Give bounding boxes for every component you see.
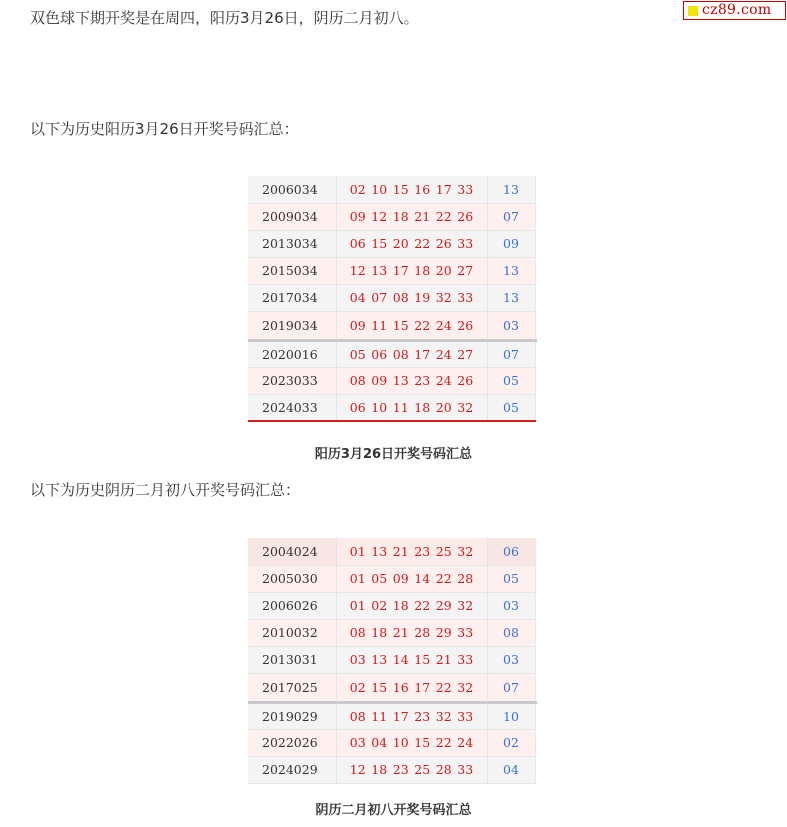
red-ball-number: 15 bbox=[414, 735, 431, 750]
red-ball-number: 03 bbox=[349, 652, 366, 667]
blue-ball-number: 08 bbox=[487, 619, 535, 646]
red-ball-number: 18 bbox=[414, 263, 431, 278]
red-ball-number: 18 bbox=[371, 762, 388, 777]
red-ball-number: 21 bbox=[392, 543, 409, 559]
red-ball-number: 10 bbox=[392, 735, 409, 750]
red-ball-number: 33 bbox=[457, 762, 474, 777]
red-ball-number: 19 bbox=[414, 290, 431, 305]
table-row bbox=[248, 176, 537, 203]
table-edge bbox=[535, 257, 537, 284]
red-ball-number: 09 bbox=[349, 317, 366, 333]
red-ball-number: 15 bbox=[392, 181, 409, 197]
section1-caption: 阳历3月26日开奖号码汇总 bbox=[314, 447, 473, 462]
red-ball-number: 22 bbox=[435, 209, 452, 224]
issue-number: 2013034 bbox=[248, 230, 336, 257]
red-ball-number: 18 bbox=[392, 209, 409, 224]
red-ball-number: 23 bbox=[392, 762, 409, 777]
red-balls bbox=[336, 702, 487, 729]
red-ball-number: 07 bbox=[371, 290, 388, 305]
lunar-date-draws-table bbox=[248, 538, 537, 784]
table-row bbox=[248, 673, 537, 702]
red-ball-number: 17 bbox=[414, 679, 431, 695]
red-balls bbox=[336, 619, 487, 646]
blue-ball-number: 03 bbox=[487, 646, 535, 673]
issue-number: 2017025 bbox=[248, 673, 336, 702]
red-ball-number: 33 bbox=[457, 708, 474, 724]
red-ball-number: 29 bbox=[435, 598, 452, 613]
red-ball-number: 24 bbox=[435, 317, 452, 333]
solar-date-draws-table bbox=[248, 176, 537, 422]
red-balls bbox=[336, 538, 487, 565]
table-edge bbox=[535, 176, 537, 203]
red-ball-number: 13 bbox=[371, 263, 388, 278]
red-ball-number: 26 bbox=[457, 209, 474, 224]
table-row bbox=[248, 311, 537, 340]
logo-text: cz89.com bbox=[702, 2, 772, 18]
site-logo[interactable] bbox=[683, 1, 786, 20]
red-ball-number: 21 bbox=[392, 625, 409, 640]
table-row bbox=[248, 538, 537, 565]
blue-ball-number: 09 bbox=[487, 230, 535, 257]
blue-ball-number: 10 bbox=[487, 702, 535, 729]
red-ball-number: 11 bbox=[371, 317, 388, 333]
table-edge bbox=[535, 394, 537, 421]
blue-ball-number: 02 bbox=[487, 729, 535, 756]
blue-ball-number: 03 bbox=[487, 311, 535, 340]
table-edge bbox=[535, 565, 537, 592]
red-ball-number: 15 bbox=[414, 652, 431, 667]
red-ball-number: 32 bbox=[457, 399, 474, 415]
blue-ball-number: 03 bbox=[487, 592, 535, 619]
logo-square-icon bbox=[688, 6, 698, 16]
red-ball-number: 15 bbox=[392, 317, 409, 333]
red-ball-number: 17 bbox=[414, 346, 431, 362]
table-row bbox=[248, 592, 537, 619]
red-ball-number: 03 bbox=[349, 735, 366, 750]
red-ball-number: 27 bbox=[457, 346, 474, 362]
table-row bbox=[248, 619, 537, 646]
red-ball-number: 15 bbox=[371, 679, 388, 695]
table-row bbox=[248, 646, 537, 673]
table-row bbox=[248, 284, 537, 311]
red-ball-number: 10 bbox=[371, 399, 388, 415]
table-edge bbox=[535, 284, 537, 311]
red-ball-number: 05 bbox=[371, 571, 388, 586]
red-ball-number: 13 bbox=[392, 373, 409, 388]
red-ball-number: 26 bbox=[457, 373, 474, 388]
red-balls bbox=[336, 230, 487, 257]
issue-number: 2013031 bbox=[248, 646, 336, 673]
red-ball-number: 01 bbox=[349, 543, 366, 559]
red-ball-number: 32 bbox=[435, 708, 452, 724]
blue-ball-number: 13 bbox=[487, 176, 535, 203]
red-ball-number: 21 bbox=[414, 209, 431, 224]
table-edge bbox=[535, 311, 537, 340]
blue-ball-number: 05 bbox=[487, 565, 535, 592]
red-ball-number: 08 bbox=[349, 625, 366, 640]
red-ball-number: 10 bbox=[371, 181, 388, 197]
red-ball-number: 14 bbox=[392, 652, 409, 667]
red-ball-number: 16 bbox=[392, 679, 409, 695]
issue-number: 2019029 bbox=[248, 702, 336, 729]
table-edge bbox=[535, 203, 537, 230]
blue-ball-number: 04 bbox=[487, 756, 535, 783]
table-row bbox=[248, 756, 537, 783]
red-ball-number: 28 bbox=[435, 762, 452, 777]
table-row bbox=[248, 565, 537, 592]
issue-number: 2004024 bbox=[248, 538, 336, 565]
table-edge bbox=[535, 538, 537, 565]
red-ball-number: 05 bbox=[349, 346, 366, 362]
red-ball-number: 20 bbox=[435, 263, 452, 278]
red-ball-number: 25 bbox=[414, 762, 431, 777]
red-ball-number: 09 bbox=[349, 209, 366, 224]
blue-ball-number: 07 bbox=[487, 673, 535, 702]
red-ball-number: 01 bbox=[349, 571, 366, 586]
red-ball-number: 22 bbox=[414, 236, 431, 251]
red-ball-number: 12 bbox=[371, 209, 388, 224]
table-row bbox=[248, 230, 537, 257]
table-row bbox=[248, 702, 537, 729]
red-ball-number: 32 bbox=[457, 679, 474, 695]
red-ball-number: 32 bbox=[457, 598, 474, 613]
red-ball-number: 33 bbox=[457, 625, 474, 640]
red-ball-number: 23 bbox=[414, 543, 431, 559]
red-ball-number: 08 bbox=[349, 708, 366, 724]
red-ball-number: 25 bbox=[435, 543, 452, 559]
table-edge bbox=[535, 673, 537, 702]
issue-number: 2005030 bbox=[248, 565, 336, 592]
table-edge bbox=[535, 729, 537, 756]
red-ball-number: 33 bbox=[457, 652, 474, 667]
red-balls bbox=[336, 257, 487, 284]
issue-number: 2015034 bbox=[248, 257, 336, 284]
red-balls bbox=[336, 340, 487, 367]
red-ball-number: 23 bbox=[414, 373, 431, 388]
red-balls bbox=[336, 646, 487, 673]
red-ball-number: 08 bbox=[392, 346, 409, 362]
issue-number: 2006034 bbox=[248, 176, 336, 203]
red-ball-number: 33 bbox=[457, 236, 474, 251]
issue-number: 2009034 bbox=[248, 203, 336, 230]
section1-heading: 以下为历史阳历3月26日开奖号码汇总： bbox=[30, 120, 299, 138]
section2-heading: 以下为历史阴历二月初八开奖号码汇总： bbox=[30, 481, 301, 499]
red-ball-number: 22 bbox=[414, 317, 431, 333]
red-balls bbox=[336, 367, 487, 394]
red-ball-number: 33 bbox=[457, 181, 474, 197]
red-ball-number: 26 bbox=[435, 236, 452, 251]
table-row bbox=[248, 340, 537, 367]
blue-ball-number: 07 bbox=[487, 340, 535, 367]
red-balls bbox=[336, 311, 487, 340]
red-ball-number: 02 bbox=[371, 598, 388, 613]
table-row bbox=[248, 257, 537, 284]
issue-number: 2020016 bbox=[248, 340, 336, 367]
red-ball-number: 15 bbox=[371, 236, 388, 251]
red-ball-number: 32 bbox=[457, 543, 474, 559]
issue-number: 2024033 bbox=[248, 394, 336, 421]
red-ball-number: 12 bbox=[349, 263, 366, 278]
red-ball-number: 04 bbox=[371, 735, 388, 750]
red-ball-number: 08 bbox=[392, 290, 409, 305]
red-ball-number: 09 bbox=[392, 571, 409, 586]
red-ball-number: 04 bbox=[349, 290, 366, 305]
intro-text: 双色球下期开奖是在周四，阳历3月26日，阴历二月初八。 bbox=[30, 9, 419, 27]
red-ball-number: 20 bbox=[435, 399, 452, 415]
red-ball-number: 17 bbox=[392, 263, 409, 278]
red-ball-number: 13 bbox=[371, 543, 388, 559]
blue-ball-number: 05 bbox=[487, 394, 535, 421]
red-ball-number: 16 bbox=[414, 181, 431, 197]
issue-number: 2019034 bbox=[248, 311, 336, 340]
table-edge bbox=[535, 230, 537, 257]
table-edge bbox=[535, 756, 537, 783]
red-ball-number: 22 bbox=[435, 679, 452, 695]
table-row bbox=[248, 203, 537, 230]
red-ball-number: 22 bbox=[435, 735, 452, 750]
red-ball-number: 28 bbox=[414, 625, 431, 640]
red-ball-number: 20 bbox=[392, 236, 409, 251]
red-ball-number: 18 bbox=[392, 598, 409, 613]
red-balls bbox=[336, 565, 487, 592]
table-edge bbox=[535, 340, 537, 367]
red-balls bbox=[336, 592, 487, 619]
red-ball-number: 24 bbox=[457, 735, 474, 750]
red-ball-number: 02 bbox=[349, 181, 366, 197]
red-ball-number: 12 bbox=[349, 762, 366, 777]
red-ball-number: 06 bbox=[349, 236, 366, 251]
red-ball-number: 01 bbox=[349, 598, 366, 613]
issue-number: 2024029 bbox=[248, 756, 336, 783]
red-ball-number: 21 bbox=[435, 652, 452, 667]
red-ball-number: 06 bbox=[349, 399, 366, 415]
red-ball-number: 29 bbox=[435, 625, 452, 640]
red-ball-number: 24 bbox=[435, 373, 452, 388]
table-edge bbox=[535, 702, 537, 729]
blue-ball-number: 13 bbox=[487, 284, 535, 311]
red-ball-number: 24 bbox=[435, 346, 452, 362]
blue-ball-number: 05 bbox=[487, 367, 535, 394]
red-ball-number: 09 bbox=[371, 373, 388, 388]
red-balls bbox=[336, 176, 487, 203]
red-ball-number: 11 bbox=[371, 708, 388, 724]
blue-ball-number: 13 bbox=[487, 257, 535, 284]
red-ball-number: 02 bbox=[349, 679, 366, 695]
red-ball-number: 17 bbox=[392, 708, 409, 724]
issue-number: 2023033 bbox=[248, 367, 336, 394]
red-balls bbox=[336, 394, 487, 421]
table-row bbox=[248, 367, 537, 394]
red-ball-number: 22 bbox=[414, 598, 431, 613]
red-ball-number: 06 bbox=[371, 346, 388, 362]
table-edge bbox=[535, 367, 537, 394]
blue-ball-number: 06 bbox=[487, 538, 535, 565]
blue-ball-number: 07 bbox=[487, 203, 535, 230]
red-balls bbox=[336, 284, 487, 311]
issue-number: 2022026 bbox=[248, 729, 336, 756]
red-ball-number: 32 bbox=[435, 290, 452, 305]
table-edge bbox=[535, 646, 537, 673]
red-ball-number: 17 bbox=[435, 181, 452, 197]
section2-caption: 阴历二月初八开奖号码汇总 bbox=[315, 803, 472, 818]
red-ball-number: 18 bbox=[414, 399, 431, 415]
issue-number: 2010032 bbox=[248, 619, 336, 646]
table-edge bbox=[535, 592, 537, 619]
red-ball-number: 27 bbox=[457, 263, 474, 278]
red-balls bbox=[336, 203, 487, 230]
issue-number: 2017034 bbox=[248, 284, 336, 311]
red-ball-number: 33 bbox=[457, 290, 474, 305]
red-ball-number: 13 bbox=[371, 652, 388, 667]
red-ball-number: 22 bbox=[435, 571, 452, 586]
red-ball-number: 18 bbox=[371, 625, 388, 640]
red-ball-number: 23 bbox=[414, 708, 431, 724]
table-edge bbox=[535, 619, 537, 646]
red-ball-number: 14 bbox=[414, 571, 431, 586]
table-row bbox=[248, 729, 537, 756]
table-row bbox=[248, 394, 537, 421]
red-balls bbox=[336, 673, 487, 702]
red-ball-number: 26 bbox=[457, 317, 474, 333]
issue-number: 2006026 bbox=[248, 592, 336, 619]
red-balls bbox=[336, 729, 487, 756]
red-ball-number: 11 bbox=[392, 399, 409, 415]
red-ball-number: 08 bbox=[349, 373, 366, 388]
red-balls bbox=[336, 756, 487, 783]
red-ball-number: 28 bbox=[457, 571, 474, 586]
